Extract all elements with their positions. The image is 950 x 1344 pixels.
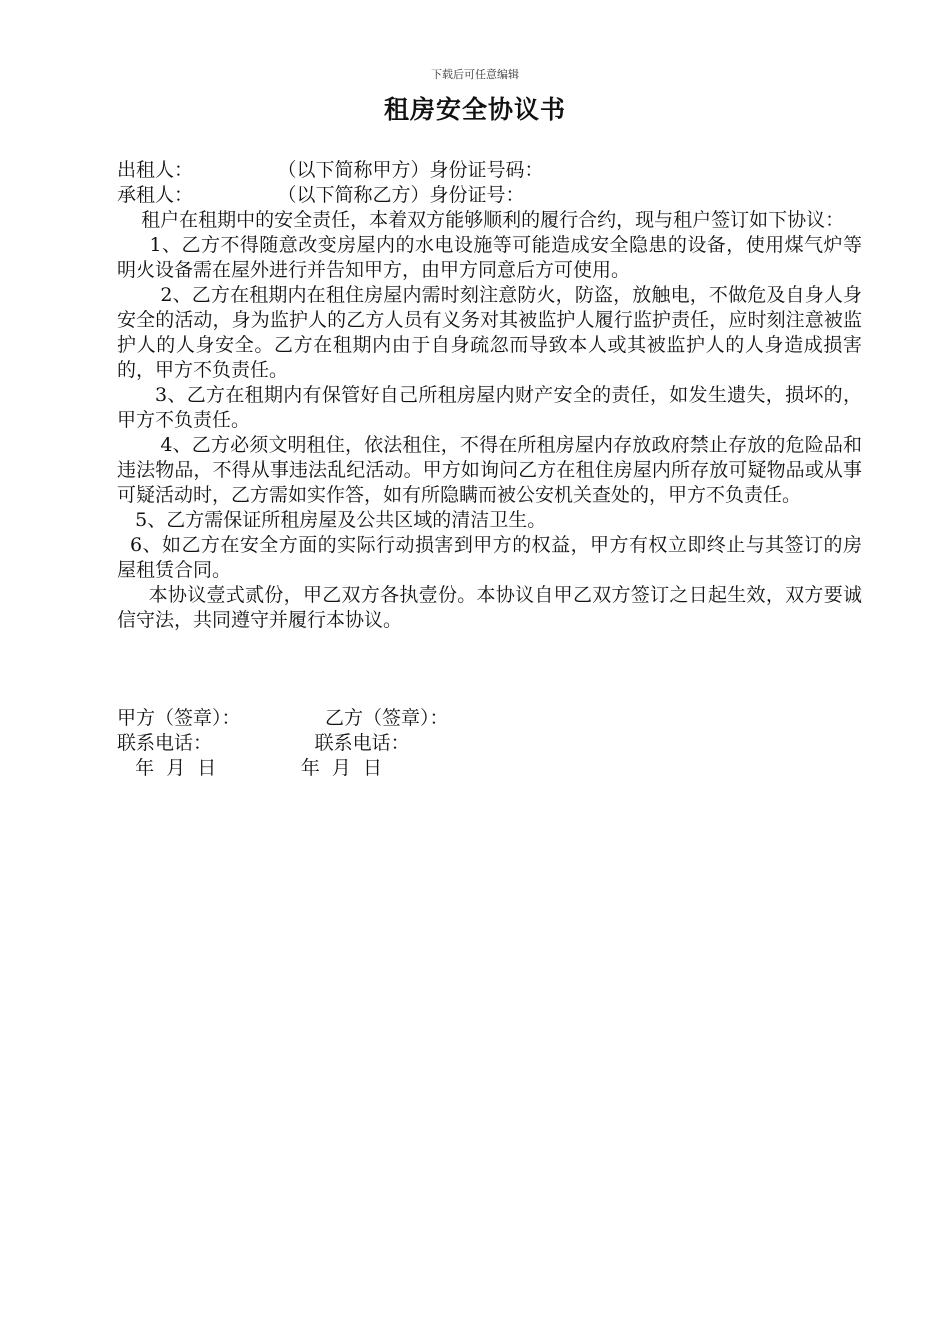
- clause-6: 6、如乙方在安全方面的实际行动损害到甲方的权益，甲方有权立即终止与其签订的房屋租赁合同。: [117, 534, 862, 581]
- signature-block: [117, 706, 862, 781]
- closing-paragraph: 本协议壹式贰份，甲乙双方各执壹份。本协议自甲乙双方签订之日起生效，双方要诚信守法，共同遵守并履行本协议。: [117, 584, 862, 631]
- clause-3: 3、乙方在租期内有保管好自己所租房屋内财产安全的责任，如发生遗失，损坏的，甲方不负责任。: [117, 384, 862, 431]
- landlord-line: 出租人： （以下简称甲方）身份证号码：: [117, 159, 544, 181]
- intro-paragraph: 租户在租期中的安全责任，本着双方能够顺利的履行合约，现与租户签订如下协议：: [117, 209, 845, 231]
- clause-1: 1、乙方不得随意改变房屋内的水电设施等可能造成安全隐患的设备，使用煤气炉等明火设备需在屋外进行并告知甲方，由甲方同意后方可使用。: [117, 234, 862, 281]
- clause-2: 2、乙方在租期内在租住房屋内需时刻注意防火，防盗，放触电，不做危及自身人身安全的活动，身为监护人的乙方人员有义务对其被监护人履行监护责任，应时刻注意被监护人的人身安全。乙方在租期内由于自身疏忽而导致本人或其被监护人的人身造成损害的，甲方不负责任。: [117, 284, 862, 381]
- header-note: 下载后可任意编辑: [431, 68, 519, 81]
- document-title: 租房安全协议书: [383, 95, 566, 124]
- phone-line: 联系电话： 联系电话：: [117, 732, 410, 754]
- signature-line: 甲方（签章）： 乙方（签章）：: [117, 707, 449, 729]
- clause-5: 5、乙方需保证所租房屋及公共区域的清洁卫生。: [117, 509, 547, 531]
- document-body: [117, 158, 862, 633]
- clause-4: 4、乙方必须文明租住，依法租住，不得在所租房屋内存放政府禁止存放的危险品和违法物品，不得从事违法乱纪活动。甲方如询问乙方在租住房屋内所存放可疑物品或从事可疑活动时，乙方需如实作答，如有所隐瞒而被公安机关查处的，甲方不负责任。: [117, 434, 862, 506]
- date-line: 年 月 日 年 月 日: [117, 757, 382, 779]
- tenant-line: 承租人： （以下简称乙方）身份证号：: [117, 184, 525, 206]
